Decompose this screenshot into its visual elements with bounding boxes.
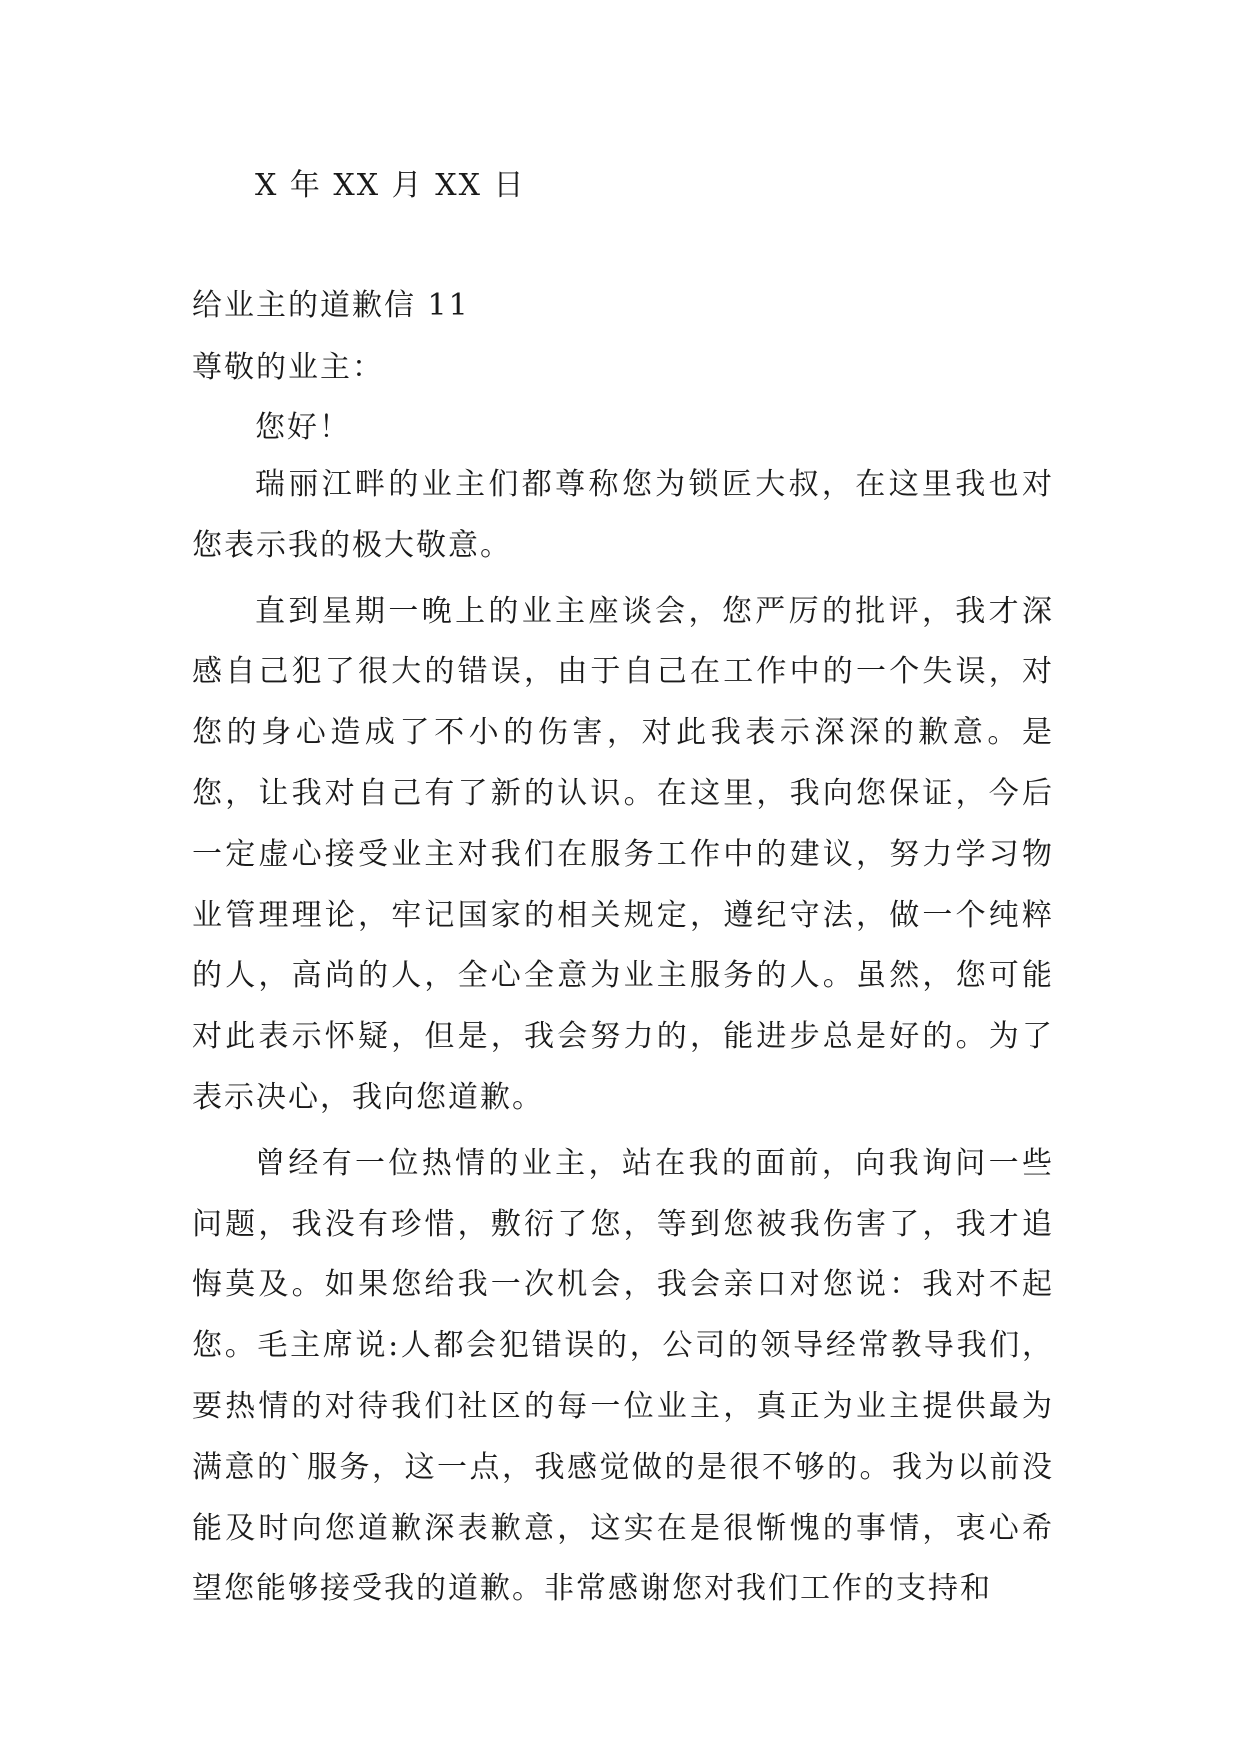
letter-salutation: 尊敬的业主：	[192, 350, 384, 385]
letter-body	[192, 455, 1054, 1625]
body-paragraph-3: 曾经有一位热情的业主，站在我的面前，向我询问一些问题，我没有珍惜，敷衍了您，等到您被我伤害了，我才追悔莫及。如果您给我一次机会，我会亲口对您说：我对不起您。毛主席说:人都会犯错误的，公司的领导经常教导我们，要热情的对待我们社区的每一位业主，真正为业主提供最为满意的`服务，这一点，我感觉做的是很不够的。我为以前没能及时向您道歉深表歉意，这实在是很惭愧的事情，衷心希望您能够接受我的道歉。非常感谢您对我们工作的支持和	[192, 1145, 1054, 1607]
body-paragraph-1: 瑞丽江畔的业主们都尊称您为锁匠大叔，在这里我也对您表示我的极大敬意。	[192, 467, 1054, 563]
body-paragraph-2: 直到星期一晚上的业主座谈会，您严厉的批评，我才深感自己犯了很大的错误，由于自己在工作中的一个失误，对您的身心造成了不小的伤害，对此我表示深深的歉意。是您，让我对自己有了新的认识。在这里，我向您保证，今后一定虚心接受业主对我们在服务工作中的建议，努力学习物业管理理论，牢记国家的相关规定，遵纪守法，做一个纯粹的人，高尚的人，全心全意为业主服务的人。虽然，您可能对此表示怀疑，但是，我会努力的，能进步总是好的。为了表示决心，我向您道歉。	[192, 593, 1054, 1115]
letter-greeting: 您好！	[255, 410, 351, 445]
letter-date: X 年 XX 月 XX 日	[255, 168, 526, 203]
letter-title: 给业主的道歉信 11	[192, 288, 470, 323]
